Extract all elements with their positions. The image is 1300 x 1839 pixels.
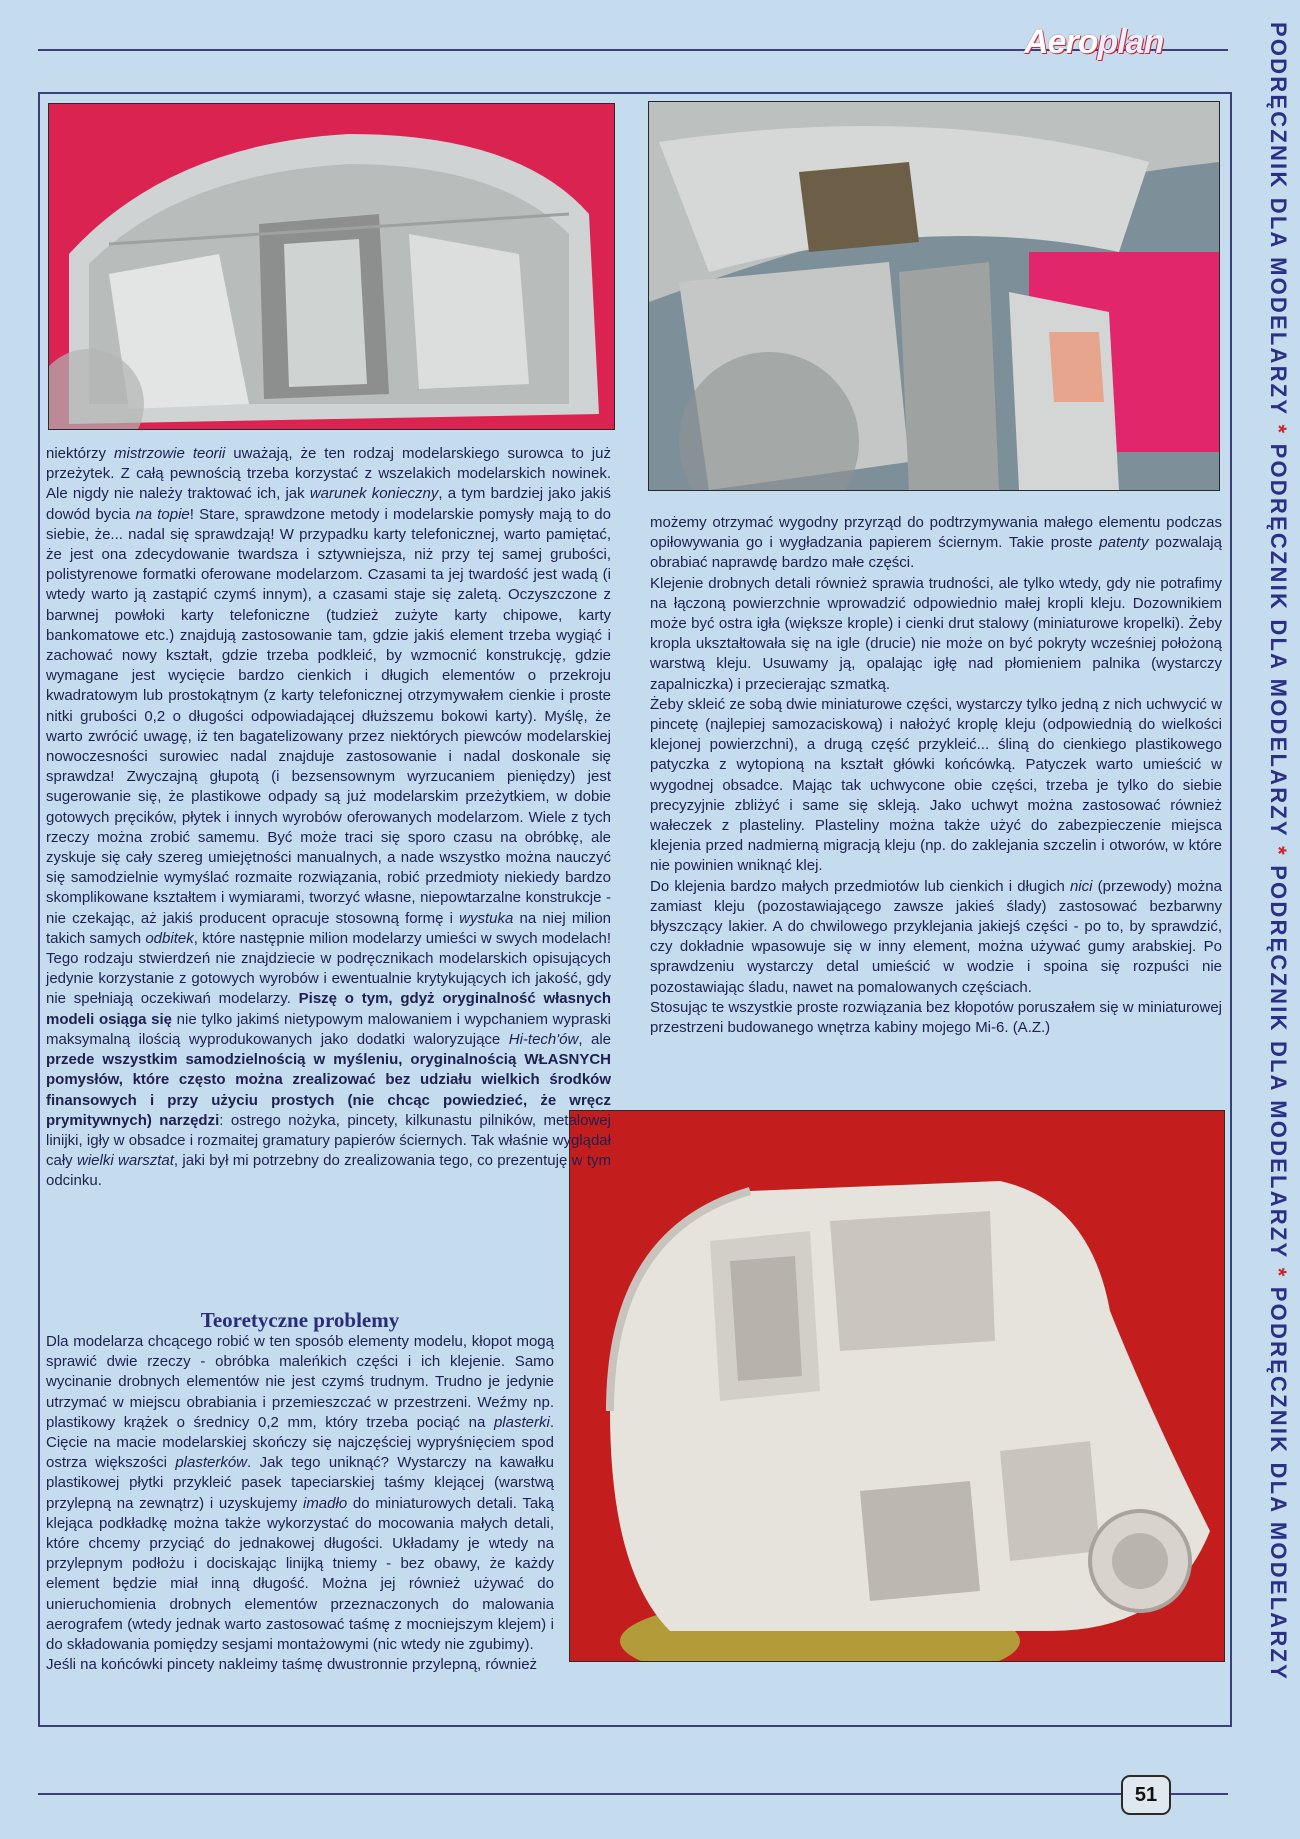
bottom-rule (38, 1793, 1228, 1795)
text-span: przede wszystkim samodzielnością w myśleniu, oryginalnością WŁASNYCH pomysłów, które często można zrealizować bez udziału wielkich środków finansowych i przy użyciu prostych (nie chcąc powiedzieć, że wręcz prymitywnych) narzędzi (46, 1051, 611, 1129)
banner-star: * (1266, 1267, 1291, 1279)
logo-text-plan: plan (1097, 23, 1164, 61)
text-span: odbitek (145, 929, 194, 947)
text-span: na niej milion takich samych (46, 909, 611, 947)
text-span: plasterki (493, 1413, 550, 1431)
banner-segment: PODRĘCZNIK DLA MODELARZY (1266, 22, 1291, 417)
banner-star: * (1266, 846, 1291, 857)
text-span: : ostrego nożyka, pincety, kilkunastu pilników, metalowej linijki, igły w obsadce i rozmaitej gramatury papierów ściernych. Tak właśnie wyglądał cały (46, 1111, 611, 1170)
text-span: , jaki był mi potrzebny do zrealizowania tego, co prezentuję w tym odcinku. (46, 1152, 611, 1190)
photo-cockpit-frame (48, 103, 615, 430)
article-paragraph: Klejenie drobnych detali również sprawia trudności, ale tylko wtedy, gdy nie potrafimy na łączoną powierzchnie wprowadzić odpowiednio małej kropli kleju. Dozownikiem może być ostra igła (większe krople) i cienki drut stalowy (miniaturowe kropelki). Żeby kropla ukształtowała się na igle (drucie) nie może on być pokryty wcześniej położoną warstwą kleju. Usuwamy ją, opalając igłę nad płomieniem palnika (wystarczy zapalniczka) i przecierając szmatką. (650, 574, 1222, 693)
text-span: mistrzowie teorii (114, 445, 226, 462)
article-paragraph: Żeby skleić ze sobą dwie miniaturowe części, wystarczy tylko jedną z nich uchwycić w pincetę (najlepiej samozaciskową) i nałożyć kroplę kleju (odpowiednią do wielkości klejonej powierzchni), a drugą część przykleić... śliną do cienkiego plastikowego patyczka z wytopioną na kształt główki końcówką. Patyczek warto umieścić w wygodnej obsadce. Mając tak uchwycone obie części, trzeba je tylko do siebie precyzyjnie zbliżyć i same się skleją. Jako uchwyt można zastosować również wałeczek z plasteliny. Plasteliny można także użyć do zabezpieczenie miejsca klejenia przed nadmierną migracją kleju (np. do zaklejania szczelin i otworów, w które nie powinien wniknąć klej. (650, 695, 1222, 875)
text-span: nici (1069, 877, 1093, 895)
text-span: Hi-tech'ów (508, 1030, 579, 1048)
banner-segment: PODRĘCZNIK DLA MODELARZY (1266, 1286, 1291, 1681)
banner-star: * (1266, 424, 1291, 436)
text-span: nie tylko jakimś nietypowym malowaniem i wypchaniem wypraski maksymalną ilością wyprodukowanych jako dodatki waloryzujące (46, 1010, 611, 1048)
photo-cabin-interior (648, 101, 1220, 491)
side-banner (1251, 22, 1291, 1812)
text-span: , ale (578, 1030, 611, 1048)
text-span: wystuka (459, 909, 514, 927)
text-span: ! Stare, sprawdzone metody i modelarskie pomysły mają to do siebie, że... nadal się sprawdzają! W przypadku karty telefonicznej, warto pamiętać, że jest ona zdecydowanie twardsza i sztywniejsza, niż przy tej samej grubości, polistyrenowe formatki oferowane modelarzom. Czasami ta jej twardość jest wadą (i wtedy warto ją zastąpić czymś innym), a czasami staje się zaletą. Oczyszczone z barwnej powłoki karty telefoniczne (tudzież zużyte karty chipowe, karty bankomatowe etc.) znajdują zastosowanie tam, gdzie jakiś element trzeba wygiąć i zachować nowy kształt, gdzie trzeba podkleić, by wzmocnić konstrukcję, gdzie wymagane jest wycięcie bardzo cienkich i długich elementów o przekroju kwadratowym lub prostokątnym (z karty telefonicznej otrzymywałem cienkie i proste nitki grubości 0,2 o długości odpowiadającej dłuższemu bokowi karty). Myślę, że warto zwrócić uwagę, iż ten bagatelizowany przez niektórych piewców modelarskiej nowoczesności surowiec nadal znajduje zastosowanie i nadal doskonale się sprawdza! Zwyczajną głupotą (i bezsensownym wyrzucaniem pieniędzy) jest sugerowanie się, że plastikowe odpady są już modelarskim przeżytkiem, w dobie gotowych pręcików, płytek i innych wyrobów oferowanych modelarzom. Wiele z tych rzeczy można zrobić samemu. Być może traci się sporo czasu na obróbkę, ale zyskuje się cały szereg umiejętności manualnych, a nade wszystko można nauczyć się samodzielnie wymyślać rozmaite rozwiązania, robić przedmioty niekiedy bardzo skomplikowane kształtem i wymiarami, tworzyć własne, niepowtarzalne konstrukcje - nie czekając, aż jakiś producent opracuje stosowną formę i (46, 505, 611, 927)
text-span: na topie (135, 505, 190, 523)
text-span: wielki warsztat (77, 1152, 174, 1170)
article-paragraph: Jeśli na końcówki pincety nakleimy taśmę dwustronnie przylepną, również (46, 1656, 538, 1674)
text-span: , które następnie milion modelarzy umieści w swych modelach! Tego rodzaju stwierdzeń nie znajdziecie w podręcznikach modelarskich opisujących jedynie korzystanie z gotowych wyrobów i ewentualnie krytykujących ich jakość, gdy nie spełniają oczekiwań modelarzy. (46, 929, 612, 1008)
article-left-column-lower (46, 1332, 554, 1675)
article-left-column (46, 444, 611, 1192)
text-span: uważają, że ten rodzaj modelarskiego surowca to już przeżytek. Z całą pewnością trzeba korzystać z wszelakich modelarskich nowinek. Ale nigdy nie należy traktować ich, jak (46, 445, 611, 503)
text-span: , a tym bardziej jako jakiś dowód bycia (46, 485, 611, 523)
article-paragraph (46, 444, 611, 1192)
text-span: . Jak tego uniknąć? Wystarczy na kawałku plastikowej płytki przykleić pasek tapeciarskiej taśmy klejącej (warstwą przylepną na zewnątrz) i uzyskujemy (46, 1454, 554, 1512)
article-right-column (650, 513, 1222, 1038)
text-span: Dla modelarza chcącego robić w ten sposób elementy modelu, kłopot mogą sprawić dwie rzeczy - obróbka maleńkich części i ich klejenie. Samo wycinanie drobnych elementów nie jest czymś trudnym. Trudno je jedynie utrzymać w miejscu obrabiania i przemieszczać w przestrzeni. Weźmy np. plastikowy krążek o średnicy 0,2 mm, który trzeba pociąć na (46, 1333, 554, 1431)
text-span: (przewody) można zamiast kleju (pozostawiającego zawsze jakieś ślady) zastosować bezbarwny błyszczący lakier. A do chwilowego przyklejania jakiejś części - po to, by sprawdzić, czy dokładnie wpasowuje się w inny element, można używać gumy arabskiej. Po sprawdzeniu wystarczy detal umieścić w wodzie i spoina się rozpuści nie pozostawiając śladu, nawet na pomalowanych częściach. (650, 877, 1222, 996)
section-title: Teoretyczne problemy (200, 1308, 400, 1332)
banner-segment: PODRĘCZNIK DLA MODELARZY (1266, 865, 1291, 1260)
text-span: niektórzy (46, 445, 114, 462)
text-span: warunek konieczny (309, 485, 439, 503)
text-span: imadło (302, 1494, 348, 1512)
article-paragraph: Stosując te wszystkie proste rozwiązania bez kłopotów poruszałem się w miniaturowej przestrzeni budowanego wnętrza kabiny mojego Mi-6. (A.Z.) (650, 998, 1222, 1037)
text-span: plasterków (175, 1454, 248, 1472)
page-number: 51 (1121, 1775, 1171, 1815)
text-span: Do klejenia bardzo małych przedmiotów lub cienkich i długich (650, 877, 1070, 895)
text-span: możemy otrzymać wygodny przyrząd do podtrzymywania małego elementu podczas opiłowywania go i wygładzania papierem ściernym. Takie proste (650, 514, 1222, 552)
text-span: patenty (1099, 534, 1149, 552)
article-paragraph (650, 877, 1222, 998)
banner-segment: PODRĘCZNIK DLA MODELARZY (1266, 443, 1291, 838)
aeroplan-logo (1024, 22, 1169, 62)
text-span: Piszę o tym, gdyż oryginalność własnych modeli osiąga się (46, 990, 611, 1028)
photo-cockpit-shell (569, 1110, 1225, 1662)
article-paragraph (650, 513, 1222, 574)
logo-text-aero: Aero (1024, 23, 1098, 61)
text-span: . Cięcie na macie modelarskiej skończy się najczęściej wypryśnięciem spod ostrza większości (46, 1413, 554, 1472)
text-span: pozwalają obrabiać naprawdę bardzo małe części. (650, 534, 1222, 572)
article-paragraph (46, 1332, 554, 1655)
text-span: do miniaturowych detali. Taką klejąca podkładkę można także wykorzystać do mocowania małych detali, które chcemy przyciąć do jednakowej długości. Układamy je wtedy na przylepnym podłożu i dociskając linijką tniemy - bez obawy, że każdy element będzie miał inną długość. Można jej również używać do unieruchomienia drobnych elementów przeznaczonych do malowania aerografem (wtedy jednak warto zastosować taśmę z mocniejszym klejem) i do składowania pomiędzy sesjami montażowymi (nic wtedy nie zgubimy). (46, 1494, 555, 1654)
